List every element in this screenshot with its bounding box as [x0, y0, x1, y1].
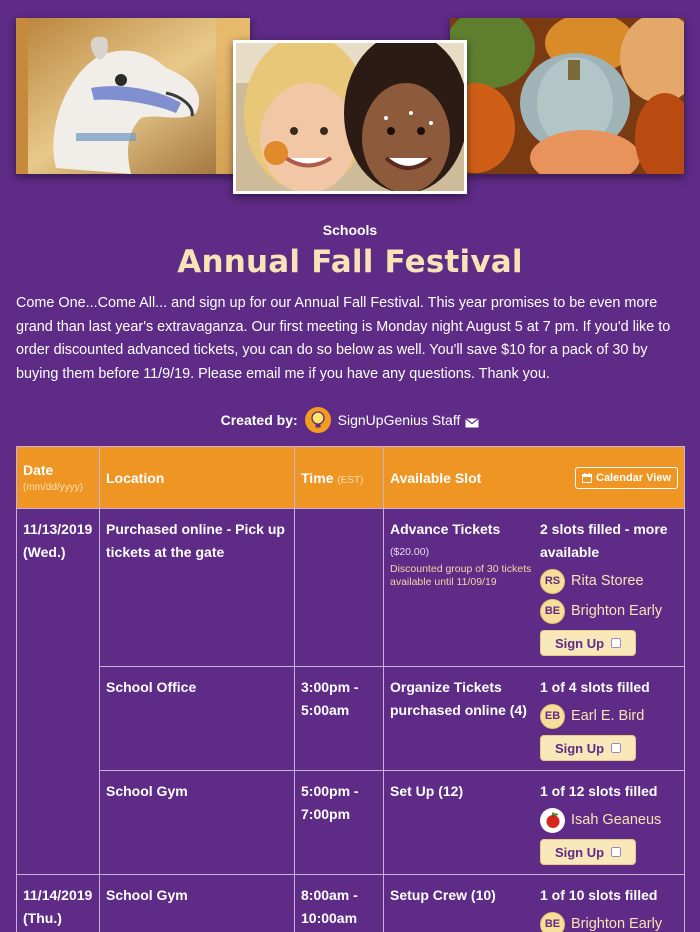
weekday-value: (Wed.) [23, 544, 66, 560]
slots-filled-status: 1 of 12 slots filled [540, 783, 658, 799]
sign-up-checkbox[interactable] [611, 847, 621, 857]
sign-up-label: Sign Up [554, 635, 605, 651]
time-cell: 5:00pm - 7:00pm [295, 771, 384, 875]
date-cell [17, 875, 100, 932]
time-column-header [295, 447, 384, 509]
date-column-header [17, 447, 100, 509]
time-cell: 8:00am - 10:00am [295, 875, 384, 932]
participant [540, 703, 678, 729]
lightbulb-icon [305, 407, 331, 433]
slot-cell [384, 875, 685, 932]
participant [540, 598, 678, 624]
date-cell [17, 509, 100, 875]
participant-avatar: BE [540, 599, 565, 624]
table-header-row [17, 447, 685, 509]
slot-cell [384, 771, 685, 875]
slot-note: Discounted group of 30 tickets available until 11/09/19 [390, 563, 532, 588]
signup-table [16, 446, 685, 932]
slot-column-header [384, 447, 685, 509]
children-face-paint-photo [233, 40, 467, 194]
calendar-view-button[interactable] [575, 467, 678, 489]
carousel-horse-photo [16, 18, 250, 174]
slot-header-label: Available Slot [390, 469, 482, 486]
creator-name-link[interactable]: SignUpGenius Staff [337, 412, 461, 428]
slot-name: Advance Tickets [390, 521, 501, 537]
date-format-hint: (mm/dd/yyyy) [23, 482, 83, 493]
participant-avatar: BE [540, 912, 565, 932]
slot-cell [384, 509, 685, 667]
participant-name: Brighton Early [571, 602, 663, 619]
created-by-label: Created by: [220, 412, 298, 428]
sign-up-checkbox[interactable] [611, 743, 621, 753]
slot-cell [384, 667, 685, 771]
signup-description: Come One...Come All... and sign up for our Annual Fall Festival. This year promises to be even more grand than last year's extravaganza. Our first meeting is Monday night August 5 at 7 pm. If you'd like to order discounted advanced tickets, you can do so below as well. You'll save $10 for a pack of 30 by buying them before 11/9/19. Please email me if you have any questions. Thank you. [16, 295, 671, 382]
participant [540, 807, 678, 833]
sign-up-button[interactable] [540, 735, 636, 761]
slots-filled-status: 1 of 4 slots filled [540, 679, 650, 695]
slots-filled-status: 1 of 10 slots filled [540, 887, 658, 903]
date-value: 11/13/2019 [23, 521, 93, 537]
location-cell: School Gym [100, 771, 295, 875]
sign-up-checkbox[interactable] [611, 638, 621, 648]
calendar-view-label: Calendar View [596, 471, 671, 484]
participant-avatar: EB [540, 704, 565, 729]
table-row [17, 667, 685, 771]
participant-name: Earl E. Bird [571, 707, 645, 724]
participant-name: Brighton Early [571, 915, 663, 932]
created-by [0, 406, 700, 434]
time-zone-label: (EST) [337, 474, 364, 486]
time-header-label: Time [301, 469, 334, 486]
participant-avatar: RS [540, 569, 565, 594]
participant [540, 911, 678, 932]
sign-up-label: Sign Up [554, 740, 605, 756]
date-value: 11/14/2019 [23, 887, 93, 903]
location-column-header: Location [100, 447, 295, 509]
sign-up-button[interactable] [540, 630, 636, 656]
table-row [17, 771, 685, 875]
location-cell: School Office [100, 667, 295, 771]
sign-up-button[interactable] [540, 839, 636, 865]
slot-price: ($20.00) [390, 546, 430, 558]
slot-name: Set Up (12) [390, 783, 464, 799]
table-row [17, 509, 685, 667]
page-title: Annual Fall Festival [177, 244, 523, 280]
participant-name: Rita Storee [571, 572, 644, 589]
sign-up-label: Sign Up [554, 844, 605, 860]
participant [540, 568, 678, 594]
weekday-value: (Thu.) [23, 910, 62, 926]
slots-filled-status: 2 slots filled - more available [540, 521, 668, 560]
time-cell: 3:00pm - 5:00am [295, 667, 384, 771]
pumpkins-photo [450, 18, 684, 174]
time-cell [295, 509, 384, 667]
category-label: Schools [322, 222, 378, 238]
slot-name: Setup Crew (10) [390, 887, 496, 903]
participant-name: Isah Geaneus [571, 811, 662, 828]
calendar-icon [582, 473, 592, 483]
date-header-label: Date [23, 462, 54, 478]
header-photos [0, 0, 700, 200]
location-cell: Purchased online - Pick up tickets at the gate [100, 509, 295, 667]
table-row [17, 875, 685, 932]
location-cell: School Gym [100, 875, 295, 932]
slot-name: Organize Tickets purchased online (4) [390, 679, 527, 718]
apple-icon [540, 808, 565, 833]
email-icon[interactable] [465, 415, 479, 425]
